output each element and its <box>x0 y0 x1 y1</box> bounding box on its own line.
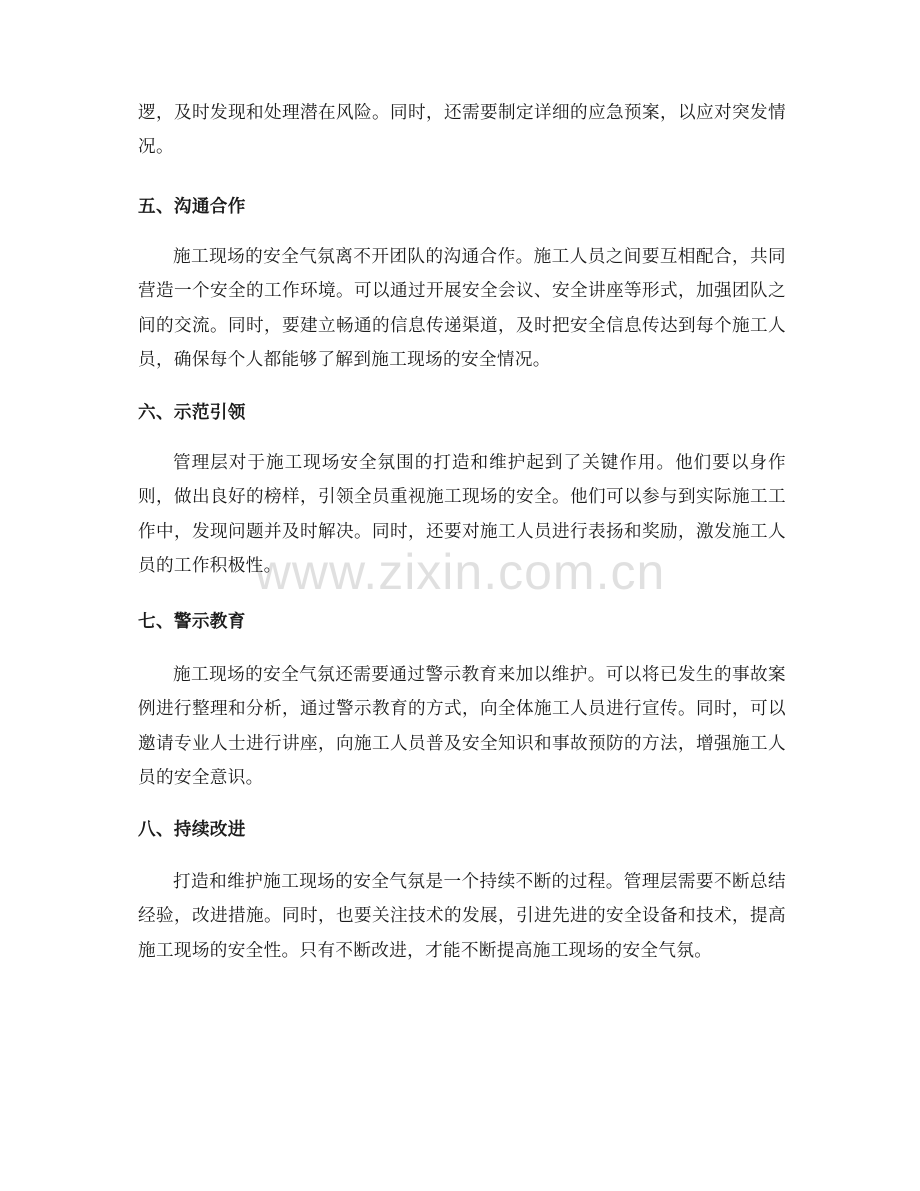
section-body-leadership: 管理层对于施工现场安全氛围的打造和维护起到了关键作用。他们要以身作则，做出良好的榜样，引领全员重视施工现场的安全。他们可以参与到实际施工工作中，发现问题并及时解决。同时，还要对施工人员进行表扬和奖励，激发施工人员的工作积极性。 <box>138 453 786 577</box>
section-heading-communication: 五、沟通合作 <box>138 197 246 217</box>
section-body-continuous-improvement: 打造和维护施工现场的安全气氛是一个持续不断的过程。管理层需要不断总结经验，改进措施。同时，也要关注技术的发展，引进先进的安全设备和技术，提高施工现场的安全性。只有不断改进，才能不断提高施工现场的安全气氛。 <box>138 872 786 961</box>
section-body-warning-education: 施工现场的安全气氛还需要通过警示教育来加以维护。可以将已发生的事故案例进行整理和分析，通过警示教育的方式，向全体施工人员进行宣传。同时，可以邀请专业人士进行讲座，向施工人员普及安全知识和事故预防的方法，增强施工人员的安全意识。 <box>138 665 786 789</box>
watermark-text: www.zixin.com.cn <box>254 544 666 600</box>
intro-continuation-paragraph: 逻，及时发现和处理潜在风险。同时，还需要制定详细的应急预案，以应对突发情况。 <box>138 103 786 158</box>
section-heading-continuous-improvement: 八、持续改进 <box>138 820 246 840</box>
section-body-communication: 施工现场的安全气氛离不开团队的沟通合作。施工人员之间要互相配合，共同营造一个安全的工作环境。可以通过开展安全会议、安全讲座等形式，加强团队之间的交流。同时，要建立畅通的信息传递渠道，及时把安全信息传达到每个施工人员，确保每个人都能够了解到施工现场的安全情况。 <box>138 247 786 371</box>
section-heading-warning-education: 七、警示教育 <box>138 612 246 632</box>
section-heading-leadership: 六、示范引领 <box>138 403 246 423</box>
